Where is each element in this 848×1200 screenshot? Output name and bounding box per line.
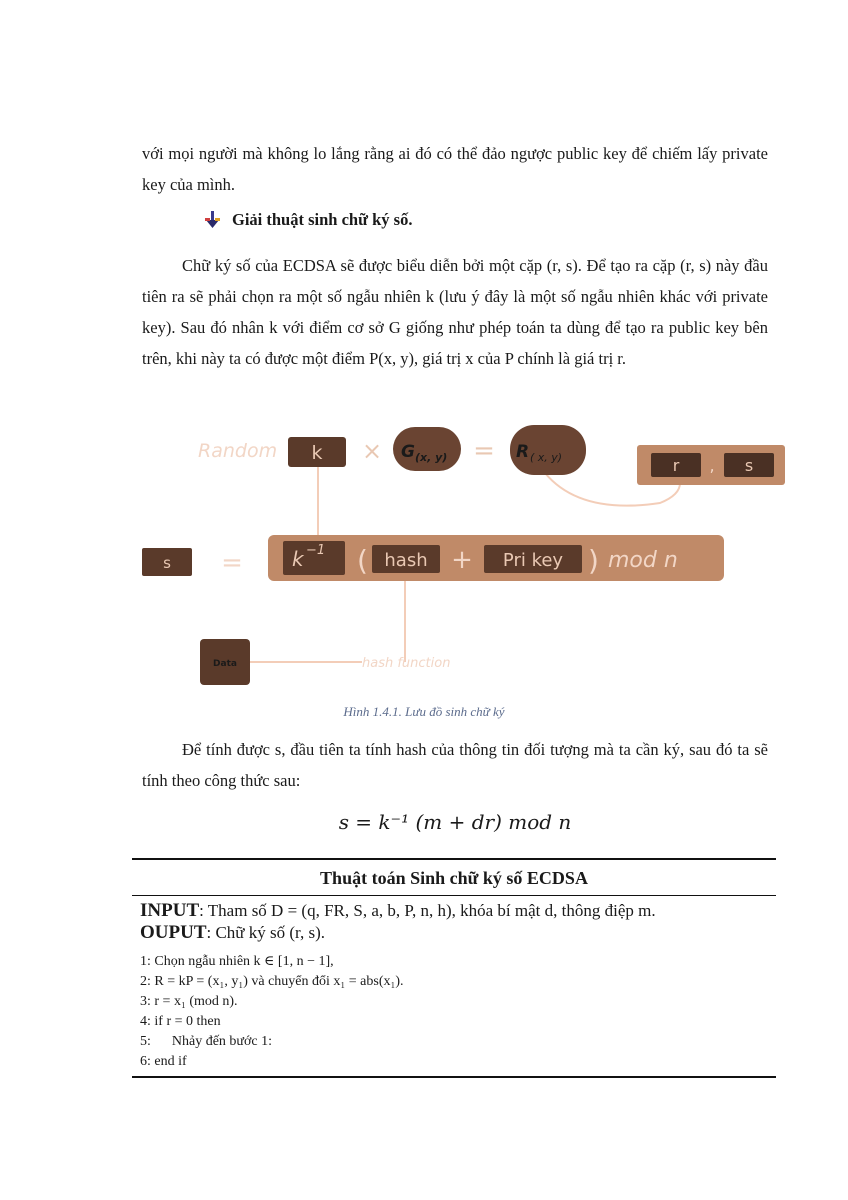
output-text: : Chữ ký số (r, s).: [206, 923, 326, 942]
r-label: r: [672, 456, 680, 475]
k-label: k: [311, 442, 323, 464]
paren-open: (: [357, 544, 368, 577]
section-heading: [204, 210, 412, 230]
input-text: : Tham số D = (q, FR, S, a, b, P, n, h), khóa bí mật d, thông điệp m.: [199, 901, 656, 920]
arrow-bullet-icon: [204, 211, 222, 229]
paragraph-ecdsa: Chữ ký số của ECDSA sẽ được biểu diễn bởi một cặp (r, s). Để tạo ra cặp (r, s) này đầu tiên ra sẽ phải chọn ra một số ngẫu nhiên k (lưu ý đây là một số ngẫu nhiên khác với private key). Sau đó nhân k với điểm cơ sở G giống như phép toán ta dùng để tạo ra public key bên trên, khi này ta có được một điểm P(x, y), giá trị x của P chính là giá trị r.: [142, 256, 768, 368]
k-inverse-label: k: [292, 547, 304, 571]
paragraph-hash: Để tính được s, đầu tiên ta tính hash của thông tin đối tượng mà ta cần ký, sau đó ta sẽ tính theo công thức sau:: [142, 740, 768, 790]
paren-close: ): [588, 544, 599, 577]
hash-label: hash: [384, 550, 428, 571]
g-subscript: (x, y): [415, 451, 448, 464]
r-point-subscript: ( x, y): [530, 451, 563, 464]
algorithm-step: 5: Nhảy đến bước 1:: [140, 1034, 273, 1049]
signature-flow-diagram: [0, 415, 848, 700]
hash-function-label: hash function: [362, 656, 451, 671]
algorithm-step: 2: R = kP = (x₁, y₁) và chuyển đổi x₁ = abs(x₁).: [140, 974, 404, 989]
algorithm-title: Thuật toán Sinh chữ ký số ECDSA: [132, 860, 776, 896]
times-sign: ×: [361, 437, 383, 465]
algorithm-steps: [132, 946, 776, 1076]
equals-sign-mid: =: [221, 548, 243, 578]
random-label: Random: [198, 440, 278, 462]
k-inverse-exponent: −1: [306, 543, 326, 558]
data-label: Data: [213, 659, 237, 669]
s-label-left: s: [163, 554, 171, 572]
algorithm-step: 1: Chọn ngẫu nhiên k ∈ [1, n − 1],: [140, 954, 334, 969]
s-label-top: s: [744, 456, 754, 475]
mod-n-label: mod n: [608, 548, 678, 573]
algorithm-output: [140, 922, 768, 944]
algorithm-step: 6: end if: [140, 1054, 187, 1069]
r-point-label: R: [516, 442, 530, 462]
algorithm-step: 4: if r = 0 then: [140, 1014, 221, 1029]
output-label: OUPUT: [140, 922, 207, 943]
g-label: G: [401, 442, 415, 462]
signature-formula: s = k⁻¹ (m + dr) mod n: [338, 810, 572, 834]
algorithm-io: [132, 896, 776, 946]
plus-sign: +: [451, 545, 473, 575]
paragraph-intro: với mọi người mà không lo lắng rằng ai đó có thể đảo ngược public key để chiếm lấy private key của mình.: [142, 144, 768, 194]
heading-text: Giải thuật sinh chữ ký số.: [232, 210, 413, 229]
algorithm-step: 3: r = x₁ (mod n).: [140, 994, 238, 1009]
algorithm-input: [140, 900, 768, 922]
algorithm-box: [132, 858, 776, 1078]
equals-sign-top: =: [473, 436, 495, 466]
private-key-label: Pri key: [502, 550, 564, 571]
input-label: INPUT: [140, 900, 200, 921]
comma-label: ,: [709, 456, 715, 475]
figure-caption: Hình 1.4.1. Lưu đồ sinh chữ ký: [343, 704, 505, 719]
